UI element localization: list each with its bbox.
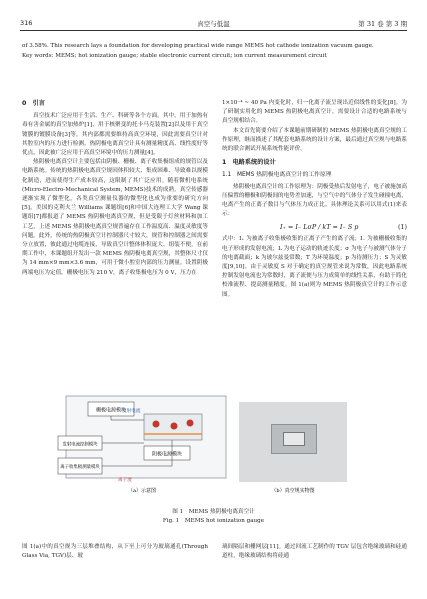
section-1-1-title: 1.1 MEMS 热阴极电离真空计的工作原理 [222, 172, 332, 179]
intro-paragraph-3: 本文首先简要介绍了本课题前期研制的 MEMS 热阴极电离真空规的工作原理，继而描述了其配套电路系统的设计方案，最后通过真空规与电路系统的联合测试开展系统性能评价。 [222, 127, 407, 153]
page-header [20, 18, 407, 31]
bottom-left-text: 图 1(a)中的真空规为三层堆叠结构，从下至上可分为玻璃通孔(Through Glass Via, TGV)层、玻 [22, 544, 208, 560]
emission-control-module: 发射电流控制模块 [62, 442, 98, 448]
equation-body: I₊ = I₋ LσP / kT = I₋ S p [280, 222, 359, 231]
equation-number: (1) [397, 222, 407, 231]
ion-dot [171, 423, 178, 430]
abstract-tail: of 3.58%. This research lays a foundation for developing practical wide range MEMS hot cathode ionization vacuum gauge. [22, 43, 374, 49]
left-column [22, 99, 208, 278]
ion-dot [187, 420, 194, 427]
section-1-title: 1 电路系统的设计 [222, 159, 276, 167]
page-number: 316 [20, 19, 33, 27]
figure-1b-label: （b）真空规实物图 [271, 488, 315, 494]
equation-1 [222, 219, 407, 235]
bottom-right-text: 璃间隔层和栅网层[11]。通过回流工艺制作的 TGV 层包含绝缘玻璃和硅通道柱，绝缘玻璃结构将硅通 [222, 544, 407, 560]
journal-name: 真空与低温 [197, 20, 230, 28]
grid-window [283, 432, 305, 446]
cathode-power-module: 阴极电源模块 [151, 451, 183, 458]
figure-caption-cn: 图 1 MEMS 热阴极电离真空计 [172, 509, 255, 515]
ion-current-label: 离子流 [118, 478, 132, 483]
principle-paragraph: 热阴极电离真空计的工作原理为：阴极受热后发射电子，电子被施加高压偏置的栅极和阴极间的电势差加速，与空气中的气体分子发生碰撞电离，电离产生的正离子数目与气体压力成正比。具体理论关系可以用式(1)来表示： [222, 183, 407, 218]
emission-current-label: 发射电流 [122, 409, 141, 414]
figure-1a-label: （a）示意图 [128, 488, 156, 494]
gauge-photo [239, 402, 347, 482]
volume-issue: 第 31 卷 第 3 期 [358, 20, 407, 28]
right-column [222, 99, 407, 300]
keywords: Key words: MEMS; hot ionization gauge; stable electronic current circuit; ion current measurement circuit [22, 53, 327, 59]
ion-dot [153, 421, 160, 428]
intro-paragraph-2: 热阴极电离真空计主要包括由阴极、栅极、离子收集极组成的规管以及电路系统。传统的热阴极电离真空规因体积较大、集成困难、导致难以规模化制造，进而使得生产成本较高，这限制了其广泛应用。随着微机电系统(Micro-Electro-Mechanical System, MEMS)技术的成熟，真空传感器逐渐实现了微型化，各类真空测量仪器的微型化也成为重要的研究方向[5]。美国的克利夫兰 Williams 课题组[6]和中国大连理工大学 Wang 课题组[7]都报道了 MEMS 热阴极电离真空规，但是受限于灯丝材料和加工工艺，上述 MEMS 热阴极电离真空规普遍存在工作温度高、温度灵敏度等问题。此外，传统的热阴极真空计控制器尺寸较大，规管和控制器之间需要分立放置，彼此通过电缆连接，导致真空计整体体积庞大、组装不便。在前期工作中，本课题组开发出一款 MEMS 热阴极电离真空规，其整体尺寸仅为 14 mm×9 mm×3.6 mm，可用于微小腔室内部的压力测量。设置阴极两端电压为定值，栅极电压为 210 V，离子收集极电压为 0 V，压力在 [22, 159, 208, 276]
ion-collector-module: 离子收集极测量模块 [60, 465, 100, 470]
grid-power-module: 栅极电源模块 [95, 407, 127, 414]
figure-caption-en: Fig. 1 MEMS hot ionization gauge [162, 518, 265, 524]
section-0-title: 0 引言 [22, 100, 45, 107]
intro-paragraph-1: 真空技术广泛应用于生活、生产、科研等各个方面。其中，用于加热有毒有害金属的真空加热炉[1]、用于核聚变的托卡马克装置[2]以及用于真空镀膜的镀膜设备[3]等，其内部都需要维持高真空环境，因此需要真空计对其腔室内的压力进行检测。热阴极电离真空计具有测量精度高、线性度好等优点，因此被广泛应用于高真空环境中的压力测量[4]。 [22, 113, 208, 157]
intro-paragraph-continued: 1×10⁻⁴ ~ 40 Pa 内变化时，归一化离子流呈现出近似线性的变化[8]。为了研制实用化的 MEMS 热阴极电离真空计，需要设计合适的电路系统与真空规相结合。 [222, 100, 407, 125]
equation-explanation: 式中：I₊ 为被离子收集极收集的正离子产生的离子流；I₋ 为被栅极收集的电子形成的发射电流；L 为电子运动的轨迹长度；σ 为电子与被测气体分子的电离截面；k 为玻尔兹曼常数；T 为环境温度；p 为待测压力；S 为灵敏度[9,10]。由于灵敏度 S 对于确定的真空规管来说为常数，因此电路系统控制发射电流也为常数时，离子流便与压力成简单的线性关系，有助于简化校准流程、提高测量精度。图 1(a)则为 MEMS 热阴极真空计的工作示意图。 [222, 236, 407, 298]
